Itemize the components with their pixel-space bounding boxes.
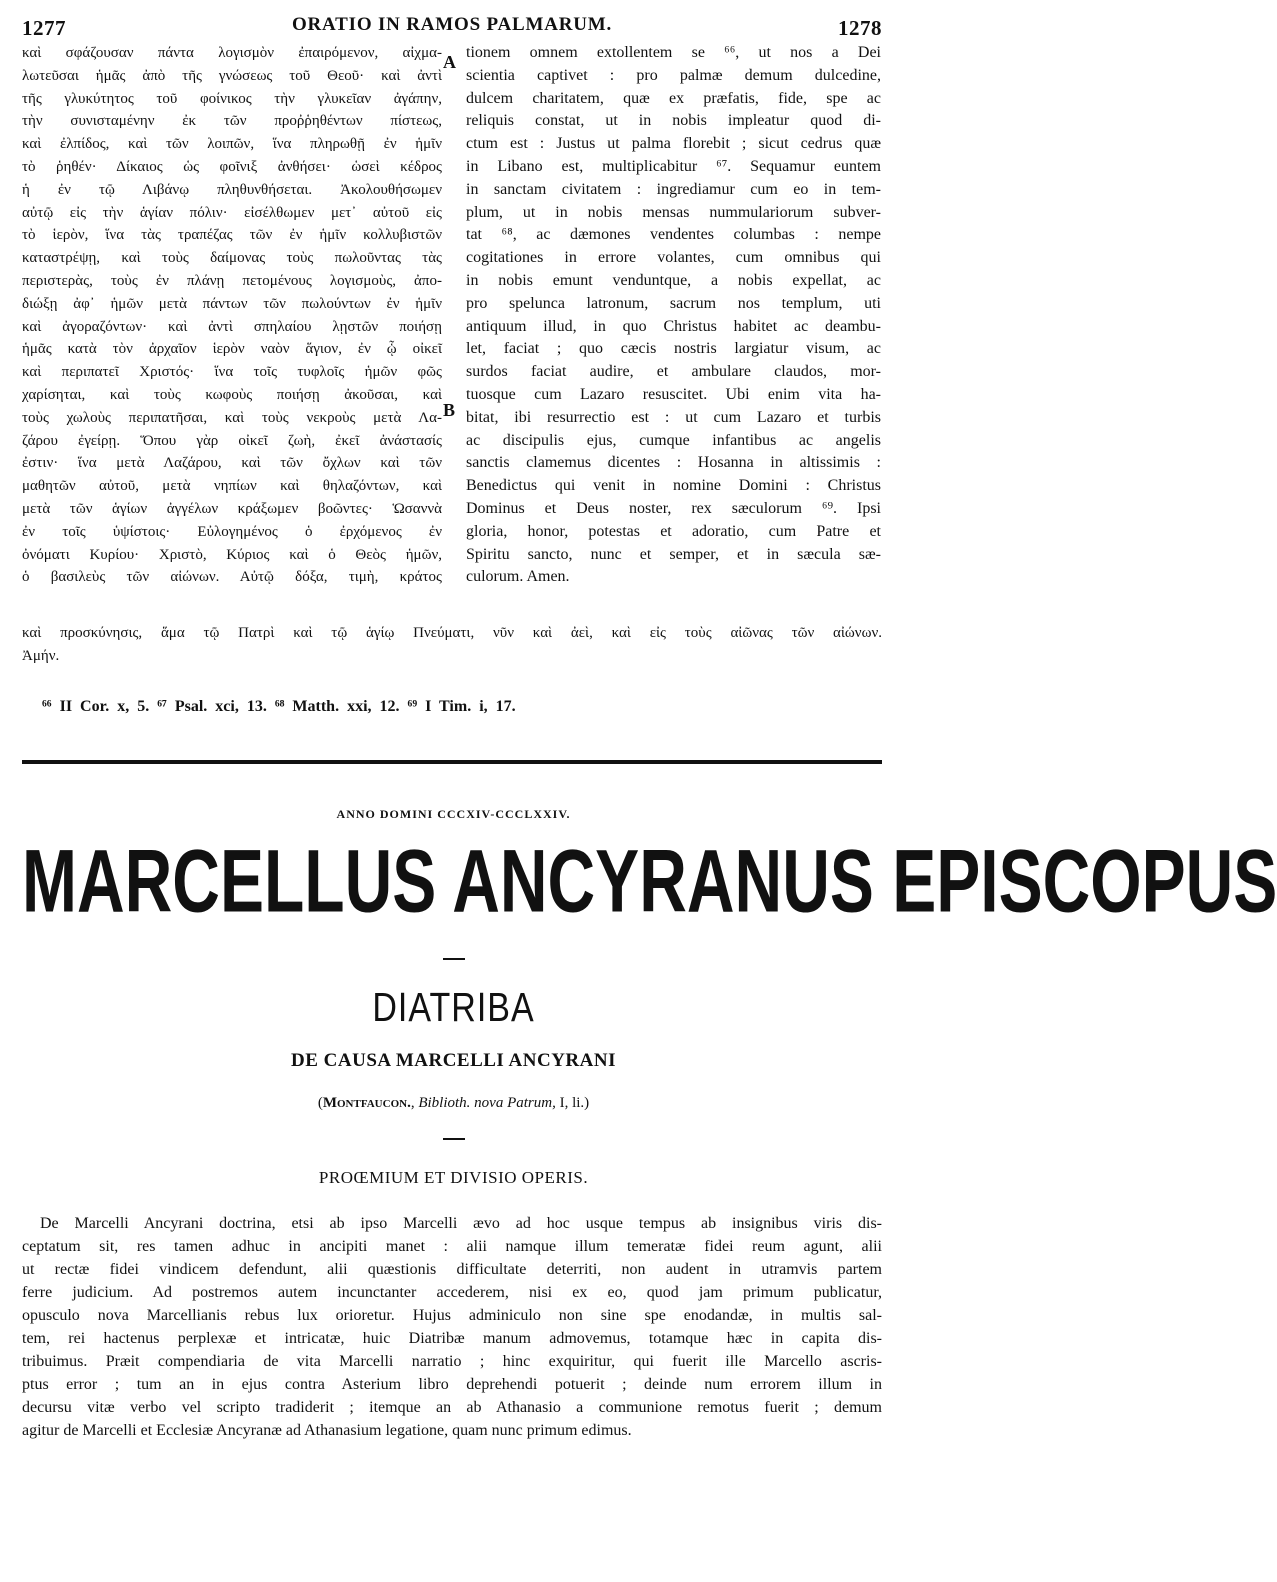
greek-text-line: καταστρέψῃ, καὶ τοὺς δαίμονας τοὺς πωλοῦντας τὰς (22, 250, 442, 267)
running-head (22, 8, 882, 38)
work-title: DIATRIBA (372, 985, 535, 1031)
source-citation (0, 1095, 907, 1112)
greek-text-line: ὀνόματι Κυρίου· Χριστὸ, Κύριος καὶ ὁ Θεὸς ἡμῶν, (22, 546, 442, 563)
body-text-line: tribuimus. Præit compendiaria de vita Marcelli narratio ; hinc exquiritur, qui fuerit ille Marcello ascris- (22, 1353, 882, 1370)
latin-text-line: tat ⁶⁸, ac dæmones vendentes columbas : nempe (466, 226, 881, 244)
greek-text-line: τὸ ἱερὸν, ἵνα τὰς τραπέζας τῶν ἐν ἡμῖν κολλυβιστῶν (22, 227, 442, 244)
greek-text-line: μαθητῶν αὐτοῦ, μετὰ νηπίων καὶ θηλαζόντων, καὶ (22, 478, 442, 495)
greek-text-line: καὶ προσκύνησις, ἅμα τῷ Πατρὶ καὶ τῷ ἁγίῳ Πνεύματι, νῦν καὶ ἀεὶ, καὶ εἰς τοὺς αἰῶνας τῶν αἰώνων. (22, 625, 882, 641)
body-text-line: ferre judicium. Ad postremos autem incunctanter accederem, nisi ex eo, quod jam primum publicatur, (22, 1284, 882, 1301)
source-separator: , (410, 1095, 419, 1111)
margin-marker-a: A (443, 52, 456, 72)
latin-text-line: bitat, ibi resurrectio est : ut cum Lazaro et turbis (466, 408, 881, 426)
body-text-line: ptus error ; tum an in ejus contra Asterium libro deprehendi potuerit ; deinde num errorem illum in (22, 1376, 882, 1393)
latin-text-line: antiquum illud, in quo Christus habitet ac deambu- (466, 317, 881, 335)
greek-text-line: χαρίσηται, καὶ τοὺς κωφοὺς ποιήσῃ ἀκοῦσαι, καὶ (22, 386, 442, 403)
body-text-line: decursu vitæ verbo vel scripto tradiderit ; itemque an ab Athanasio a communione remotus fuerit ; demum (22, 1399, 882, 1416)
author-title: MARCELLUS ANCYRANUS EPISCOPUS (22, 830, 1277, 931)
latin-text-line: pro spelunca latronum, sacrum nos templum, uti (466, 294, 881, 312)
latin-text-line: cogitationes in errore volantes, cum omnibus qui (466, 249, 881, 267)
latin-text-line: in sanctam civitatem : ingrediamur cum eo in tem- (466, 180, 881, 198)
body-text (22, 1212, 882, 1442)
greek-text-line: ἡμᾶς κατὰ τὸν ἀρχαῖον ἱερὸν ναὸν ἅγιον, ἐν ᾧ οἰκεῖ (22, 341, 442, 358)
page-number-right: 1278 (838, 16, 882, 40)
greek-text-line: ἡ ἐν τῷ Λιβάνῳ πληθυνθήσεται. Ἀκολουθήσωμεν (22, 181, 442, 198)
work-subtitle: DE CAUSA MARCELLI ANCYRANI (291, 1050, 616, 1071)
short-rule-upper (443, 958, 465, 960)
greek-text-line: αὐτῷ εἰς τὴν ἁγίαν πόλιν· εἰσέλθωμεν μετ᾽ αὐτοῦ εἰς (22, 204, 442, 221)
source-work: Biblioth. nova Patrum, (418, 1095, 556, 1111)
greek-text-line: καὶ περιπατεῖ Χριστός· ἵνα τοῖς τυφλοῖς ἡμῶν φῶς (22, 364, 442, 381)
greek-continuation (22, 622, 882, 668)
latin-text-line: Dominus et Deus noster, rex sæculorum ⁶⁹. Ipsi (466, 499, 881, 517)
greek-text-line: καὶ ἐλπίδος, καὶ τῶν λοιπῶν, ἵνα πληρωθῇ ἐν ἡμῖν (22, 136, 442, 153)
latin-text-line: reliquis constat, ut in nobis impleatur quod di- (466, 112, 881, 130)
latin-text-line: ctum est : Justus ut palma florebit ; sicut cedrus quæ (466, 135, 881, 153)
greek-text-line: τῆς γλυκύτητος τοῦ φοίνικος τὴν γλυκεῖαν ἀγάπην, (22, 90, 442, 107)
latin-text-line: gloria, honor, potestas et adoratio, cum Patre et (466, 522, 881, 540)
anno-domini-line: ANNO DOMINI CCCXIV-CCCLXXIV. (336, 807, 571, 821)
source-author: Montfaucon. (322, 1095, 411, 1111)
greek-text-line: περιστερὰς, τοὺς ἐν πλάνῃ πετομένους λογισμοὺς, ἀπο- (22, 272, 442, 289)
latin-text-line: scientia captivet : pro palmæ demum dulcedine, (466, 66, 881, 84)
greek-text-line: τὸ ῥηθέν· Δίκαιος ὡς φοῖνιξ ἀνθήσει· ὡσεὶ κέδρος (22, 158, 442, 175)
greek-text-line: τὴν συνισταμένην ἐκ τῶν προῤῥηθέντων πίστεως, (22, 113, 442, 130)
latin-text-line: tuosque cum Lazaro resuscitet. Ubi enim vita ha- (466, 385, 881, 403)
greek-text-line: Ἀμήν. (22, 647, 60, 664)
latin-text-line: surdos faciat audire, et ambulare claudos, mor- (466, 363, 881, 381)
greek-text-line: καὶ σφάζουσαν πάντα λογισμὸν ἐπαιρόμενον, αἰχμα- (22, 45, 442, 61)
latin-text-line: sanctis clamemus dicentes : Hosanna in altissimis : (466, 454, 881, 472)
body-text-line: ceptatum sit, res tamen adhuc in ancipiti manet : alii namque illum temeratæ fidei reum agunt, alii (22, 1238, 882, 1255)
body-text-line: agitur de Marcelli et Ecclesiæ Ancyranæ ad Athanasium legatione, quam nunc primum edimus. (22, 1422, 632, 1439)
greek-text-line: ἐστιν· ἵνα μετὰ Λαζάρου, καὶ τῶν ὄχλων καὶ τῶν (22, 455, 442, 472)
latin-column (466, 42, 881, 589)
greek-text-line: ζάρου ἐγείρῃ. Ὅπου γὰρ οἰκεῖ ζωὴ, ἐκεῖ ἀνάστασίς (22, 432, 442, 449)
page-number-left: 1277 (22, 16, 66, 40)
latin-text-line: culorum. Amen. (466, 568, 570, 586)
greek-text-line: μετὰ τῶν ἁγίων ἀγγέλων κράξωμεν βοῶντες· Ὡσαννὰ (22, 500, 442, 517)
latin-text-line: tionem omnem extollentem se ⁶⁶, ut nos a Dei (466, 44, 881, 61)
source-ref: I, li.) (555, 1095, 590, 1111)
greek-text-line: λωτεῦσαι ἡμᾶς ἀπὸ τῆς γνώσεως τοῦ Θεοῦ· καὶ ἀντὶ (22, 67, 442, 84)
body-text-line: ut rectæ fidei vindicem defendunt, alii quæstionis difficultate deterriti, non audent in utramvis partem (22, 1261, 882, 1278)
short-rule-lower (443, 1138, 465, 1140)
section-divider-rule (22, 760, 882, 764)
latin-text-line: Spiritu sancto, nunc et semper, et in sæcula sæ- (466, 545, 881, 563)
latin-text-line: dulcem charitatem, quæ ex præfatis, fide, spe ac (466, 89, 881, 107)
margin-marker-b: B (443, 400, 456, 420)
section-title: PROŒMIUM ET DIVISIO OPERIS. (318, 1168, 589, 1187)
greek-column (22, 42, 442, 589)
greek-text-line: τοὺς χωλοὺς περιπατῆσαι, καὶ τοὺς νεκροὺς μετὰ Λα- (22, 409, 442, 426)
footnotes: ⁶⁶ II Cor. x, 5. ⁶⁷ Psal. xci, 13. ⁶⁸ Matth. xxi, 12. ⁶⁹ I Tim. i, 17. (42, 698, 516, 715)
latin-text-line: in nobis emunt venduntque, a nobis expellat, ac (466, 271, 881, 289)
greek-text-line: διώξῃ ἀφ᾽ ἡμῶν μετὰ πάντων τῶν πωλούντων ἐν ἡμῖν (22, 295, 442, 312)
greek-text-line: ὁ βασιλεὺς τῶν αἰώνων. Αὐτῷ δόξα, τιμὴ, κράτος (22, 569, 442, 586)
body-text-line: opusculo nova Marcellianis rebus lux orioretur. Hujus adminiculo non sine spe enodandæ, in multis sal- (22, 1307, 882, 1324)
latin-text-line: in Libano est, multiplicabitur ⁶⁷. Sequamur euntem (466, 157, 881, 175)
latin-text-line: Benedictus qui venit in nomine Domini : Christus (466, 477, 881, 495)
latin-text-line: ac discipulis ejus, cumque infantibus ac angelis (466, 431, 881, 449)
body-text-line: De Marcelli Ancyrani doctrina, etsi ab ipso Marcelli ævo ad hoc usque tempus ab insignibus viris dis- (40, 1215, 882, 1232)
running-title: ORATIO IN RAMOS PALMARUM. (291, 14, 613, 35)
source-open: ( (317, 1095, 323, 1111)
greek-text-line: ἐν τοῖς ὑψίστοις· Εὐλογημένος ὁ ἐρχόμενος ἐν (22, 523, 442, 540)
greek-text-line: καὶ ἀγοραζόντων· καὶ ἀντὶ σπηλαίου λῃστῶν ποιήσῃ (22, 318, 442, 335)
body-text-line: tem, rei hactenus perplexæ et intricatæ, huic Diatribæ manum admovemus, totamque hæc in capita dis- (22, 1330, 882, 1347)
latin-text-line: plum, ut in nobis mensas nummulariorum subver- (466, 203, 881, 221)
latin-text-line: let, faciat ; quo cæcis nostris largiatur visum, ac (466, 340, 881, 358)
